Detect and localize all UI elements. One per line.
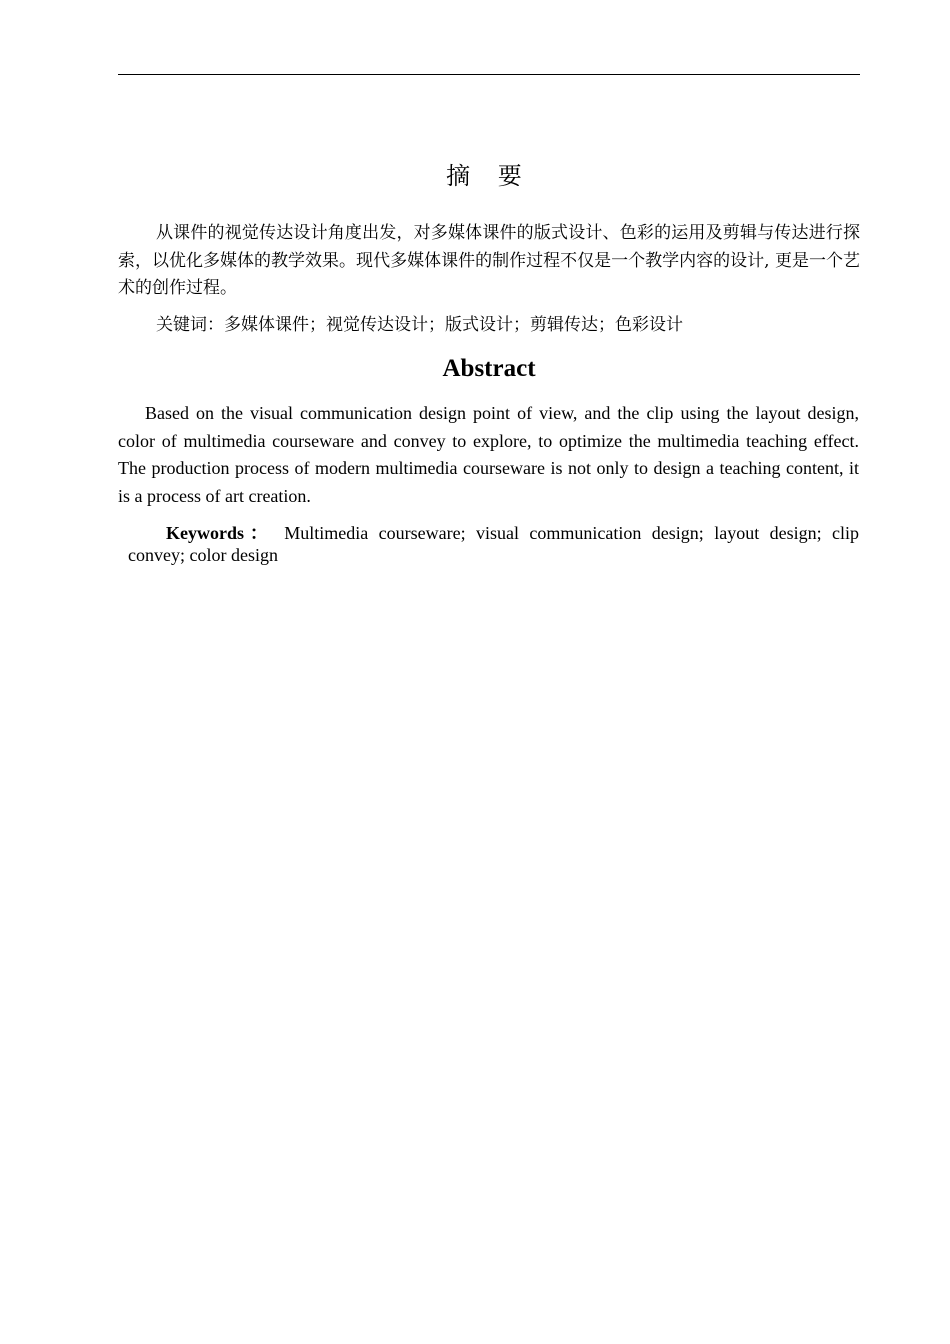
chinese-abstract-body: 从课件的视觉传达设计角度出发，对多媒体课件的版式设计、色彩的运用及剪辑与传达进行探索，以优化多媒体的教学效果。现代多媒体课件的制作过程不仅是一个教学内容的设计, 更是一个艺术的创作过程。 — [118, 223, 860, 298]
chinese-keywords-label: 关键词： — [156, 315, 224, 335]
english-keywords — [128, 522, 859, 566]
english-keywords-text: Multimedia courseware; visual communication design; layout design; clip convey; color design — [128, 523, 860, 565]
english-abstract-title: Abstract — [442, 355, 536, 382]
chinese-keywords — [156, 312, 860, 339]
english-keywords-label: Keywords： — [166, 523, 274, 543]
chinese-keywords-text: 多媒体课件；视觉传达设计；版式设计；剪辑传达；色彩设计 — [224, 315, 683, 335]
chinese-abstract-title: 摘 要 — [446, 162, 532, 190]
english-abstract-body: Based on the visual communication design point of view, and the clip using the layout design, color of multimedia courseware and convey to explore, to optimize the multimedia teaching effect. The production process of modern multimedia courseware is not only to design a teaching content, it is a process of art creation. — [118, 403, 859, 506]
header-rule — [118, 74, 860, 75]
